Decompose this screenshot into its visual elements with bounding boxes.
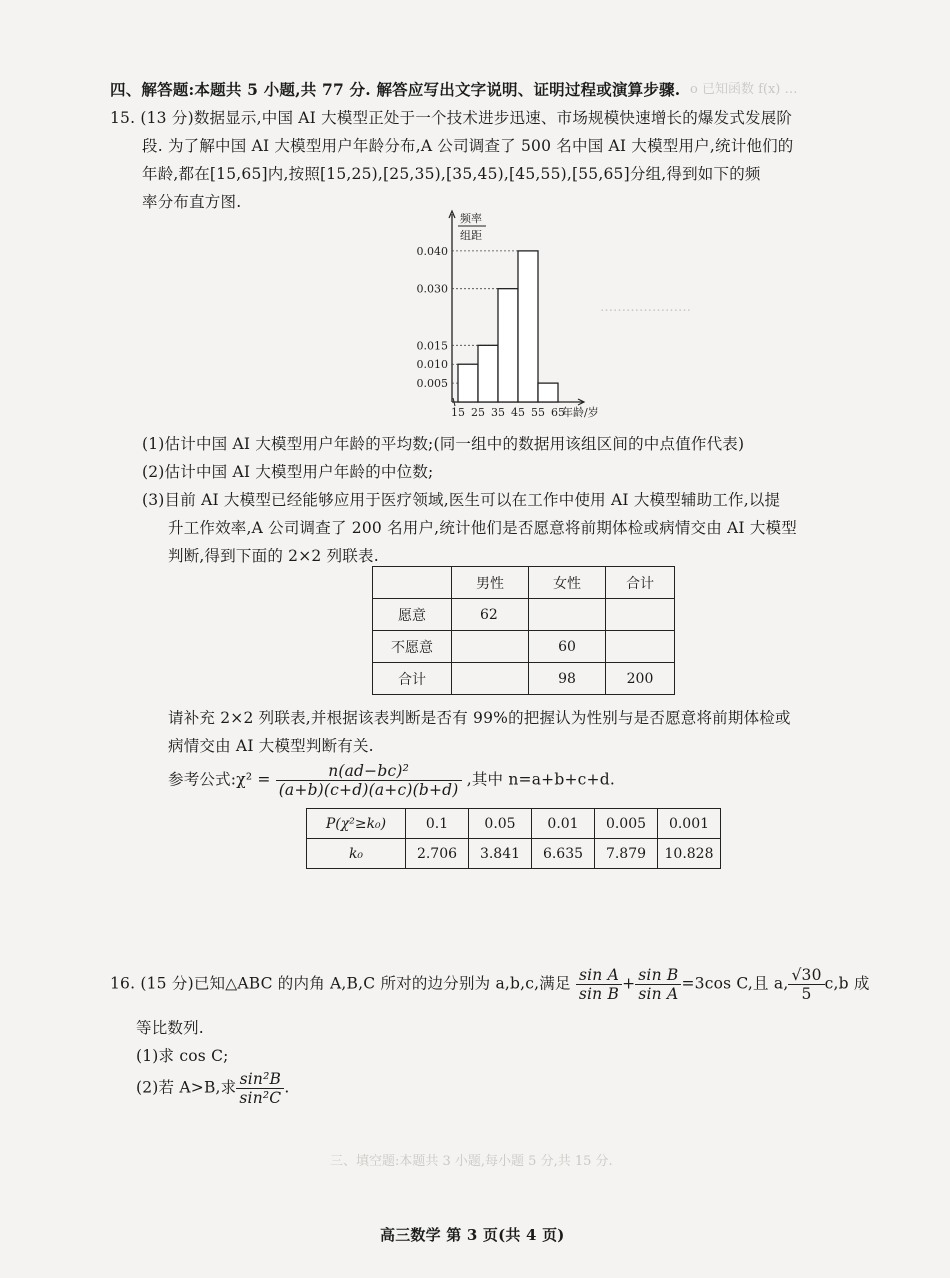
formula-prefix: 参考公式:χ² = [168, 770, 271, 789]
table-cell: 60 [529, 631, 606, 663]
table-cell [606, 631, 675, 663]
q16-part1: (1)求 cos C; [136, 1047, 229, 1065]
y-tick-label: 0.005 [416, 377, 448, 391]
frequency-histogram [400, 208, 700, 430]
table-cell: 98 [529, 663, 606, 695]
page-footer: 高三数学 第 3 页(共 4 页) [380, 1226, 565, 1244]
table-cell [452, 663, 529, 695]
formula-fraction [276, 762, 462, 799]
q16-plus: + [622, 974, 636, 993]
q15-part3-line3: 判断,得到下面的 2×2 列联表. [168, 547, 379, 565]
histogram-bar [478, 345, 498, 402]
q15-task-line1: 请补充 2×2 列联表,并根据该表判断是否有 99%的把握认为性别与是否愿意将前期体检或 [168, 709, 791, 727]
q15-line3: 年龄,都在[15,65]内,按照[15,25),[25,35),[35,45),[45,55),[55,65]分组,得到如下的频 [142, 165, 761, 183]
table-cell: 6.635 [532, 839, 595, 869]
q16-part2-suffix: . [284, 1078, 290, 1097]
reference-formula [168, 762, 615, 799]
q16-fraction-1 [576, 966, 622, 1003]
x-tick-label: 15 [451, 406, 465, 419]
q16-part2 [136, 1070, 290, 1107]
table-cell: 合计 [373, 663, 452, 695]
x-tick-label: 55 [531, 406, 545, 419]
q16-line2: 等比数列. [136, 1019, 204, 1037]
histogram-bar [538, 383, 558, 402]
q15-part3-line2: 升工作效率,A 公司调查了 200 名用户,统计他们是否愿意将前期体检或病情交由 AI 大模型 [168, 519, 797, 537]
table-cell [529, 599, 606, 631]
table-cell: 62 [452, 599, 529, 631]
bleed-through-text: 三、填空题:本题共 3 小题,每小题 5 分,共 15 分. [330, 1154, 613, 1169]
histogram-bar [458, 364, 478, 402]
table-row-label: k₀ [307, 839, 406, 869]
table-row [373, 631, 675, 663]
bleed-through-text: ………………… [600, 300, 691, 315]
q15-line2: 段. 为了解中国 AI 大模型用户年龄分布,A 公司调查了 500 名中国 AI 大模型用户,统计他们的 [142, 137, 794, 155]
table-cell: 0.01 [532, 809, 595, 839]
table-cell: 0.005 [595, 809, 658, 839]
table-row [373, 663, 675, 695]
q15-line4: 率分布直方图. [142, 193, 242, 211]
bleed-through-text: o 已知函数 f(x) … [690, 82, 798, 97]
histogram-bar [518, 251, 538, 402]
q15-part1: (1)估计中国 AI 大模型用户年龄的平均数;(同一组中的数据用该组区间的中点值作代表) [142, 435, 745, 453]
table-cell: 0.001 [658, 809, 721, 839]
q16-fraction-1-num: sin A [576, 966, 622, 985]
q16-fraction-4-num: sin²B [236, 1070, 284, 1089]
q16-fraction-2-den: sin A [638, 985, 679, 1003]
formula-denominator: (a+b)(c+d)(a+c)(b+d) [278, 781, 459, 799]
table-row-label: P(χ²≥k₀) [307, 809, 406, 839]
table-cell: 0.1 [406, 809, 469, 839]
table-cell [606, 599, 675, 631]
y-axis-label-top: 频率 [460, 212, 482, 225]
table-cell: 0.05 [469, 809, 532, 839]
table-cell: 7.879 [595, 839, 658, 869]
x-axis-label: 年龄/岁 [562, 406, 599, 419]
q15-task-line2: 病情交由 AI 大模型判断有关. [168, 737, 374, 755]
y-tick-label: 0.030 [416, 282, 448, 296]
q15-part2: (2)估计中国 AI 大模型用户年龄的中位数; [142, 463, 434, 481]
table-cell: 2.706 [406, 839, 469, 869]
q16-fraction-1-den: sin B [578, 985, 620, 1003]
q15-line1: 15. (13 分)数据显示,中国 AI 大模型正处于一个技术进步迅速、市场规模快速增长的爆发式发展阶 [110, 109, 793, 127]
formula-numerator: n(ad−bc)² [276, 762, 462, 781]
table-row [307, 809, 721, 839]
y-tick-label: 0.010 [416, 358, 448, 372]
table-row [373, 567, 675, 599]
q16-fraction-2-num: sin B [635, 966, 681, 985]
formula-suffix: ,其中 n=a+b+c+d. [466, 770, 615, 789]
q16-fraction-3-num: √30 [788, 966, 824, 985]
q16-fraction-4-den: sin²C [239, 1089, 282, 1107]
y-tick-label: 0.015 [416, 339, 448, 353]
table-header-cell: 女性 [529, 567, 606, 599]
table-cell: 10.828 [658, 839, 721, 869]
chi-square-reference-table [306, 808, 721, 869]
q15-part3-line1: (3)目前 AI 大模型已经能够应用于医疗领域,医生可以在工作中使用 AI 大模型辅助工作,以提 [142, 491, 781, 509]
x-tick-label: 25 [471, 406, 485, 419]
table-header-cell: 合计 [606, 567, 675, 599]
contingency-table [372, 566, 675, 695]
q16-tail: c,b 成 [824, 974, 870, 993]
y-axis-label-bottom: 组距 [460, 229, 482, 242]
table-header-cell: 男性 [452, 567, 529, 599]
table-header-cell [373, 567, 452, 599]
x-tick-label: 35 [491, 406, 505, 419]
q16-part2-prefix: (2)若 A>B,求 [136, 1078, 237, 1097]
q16-fraction-3 [788, 966, 824, 1003]
table-cell [452, 631, 529, 663]
q16-prefix: 16. (15 分)已知△ABC 的内角 A,B,C 所对的边分别为 a,b,c,满足 [110, 974, 571, 993]
table-cell: 200 [606, 663, 675, 695]
q16-fraction-3-den: 5 [801, 985, 812, 1003]
q16-line1 [110, 966, 870, 1003]
q16-fraction-2 [635, 966, 681, 1003]
q16-equation: =3cos C,且 a, [681, 974, 789, 993]
x-tick-label: 65 [551, 406, 565, 419]
table-row [307, 839, 721, 869]
y-tick-label: 0.040 [416, 244, 448, 258]
table-cell: 3.841 [469, 839, 532, 869]
table-cell: 愿意 [373, 599, 452, 631]
histogram-bar [498, 289, 518, 402]
table-row [373, 599, 675, 631]
section-header: 四、解答题:本题共 5 小题,共 77 分. 解答应写出文字说明、证明过程或演算步骤. [110, 80, 681, 99]
q16-fraction-4 [236, 1070, 284, 1107]
table-cell: 不愿意 [373, 631, 452, 663]
x-tick-label: 45 [511, 406, 525, 419]
